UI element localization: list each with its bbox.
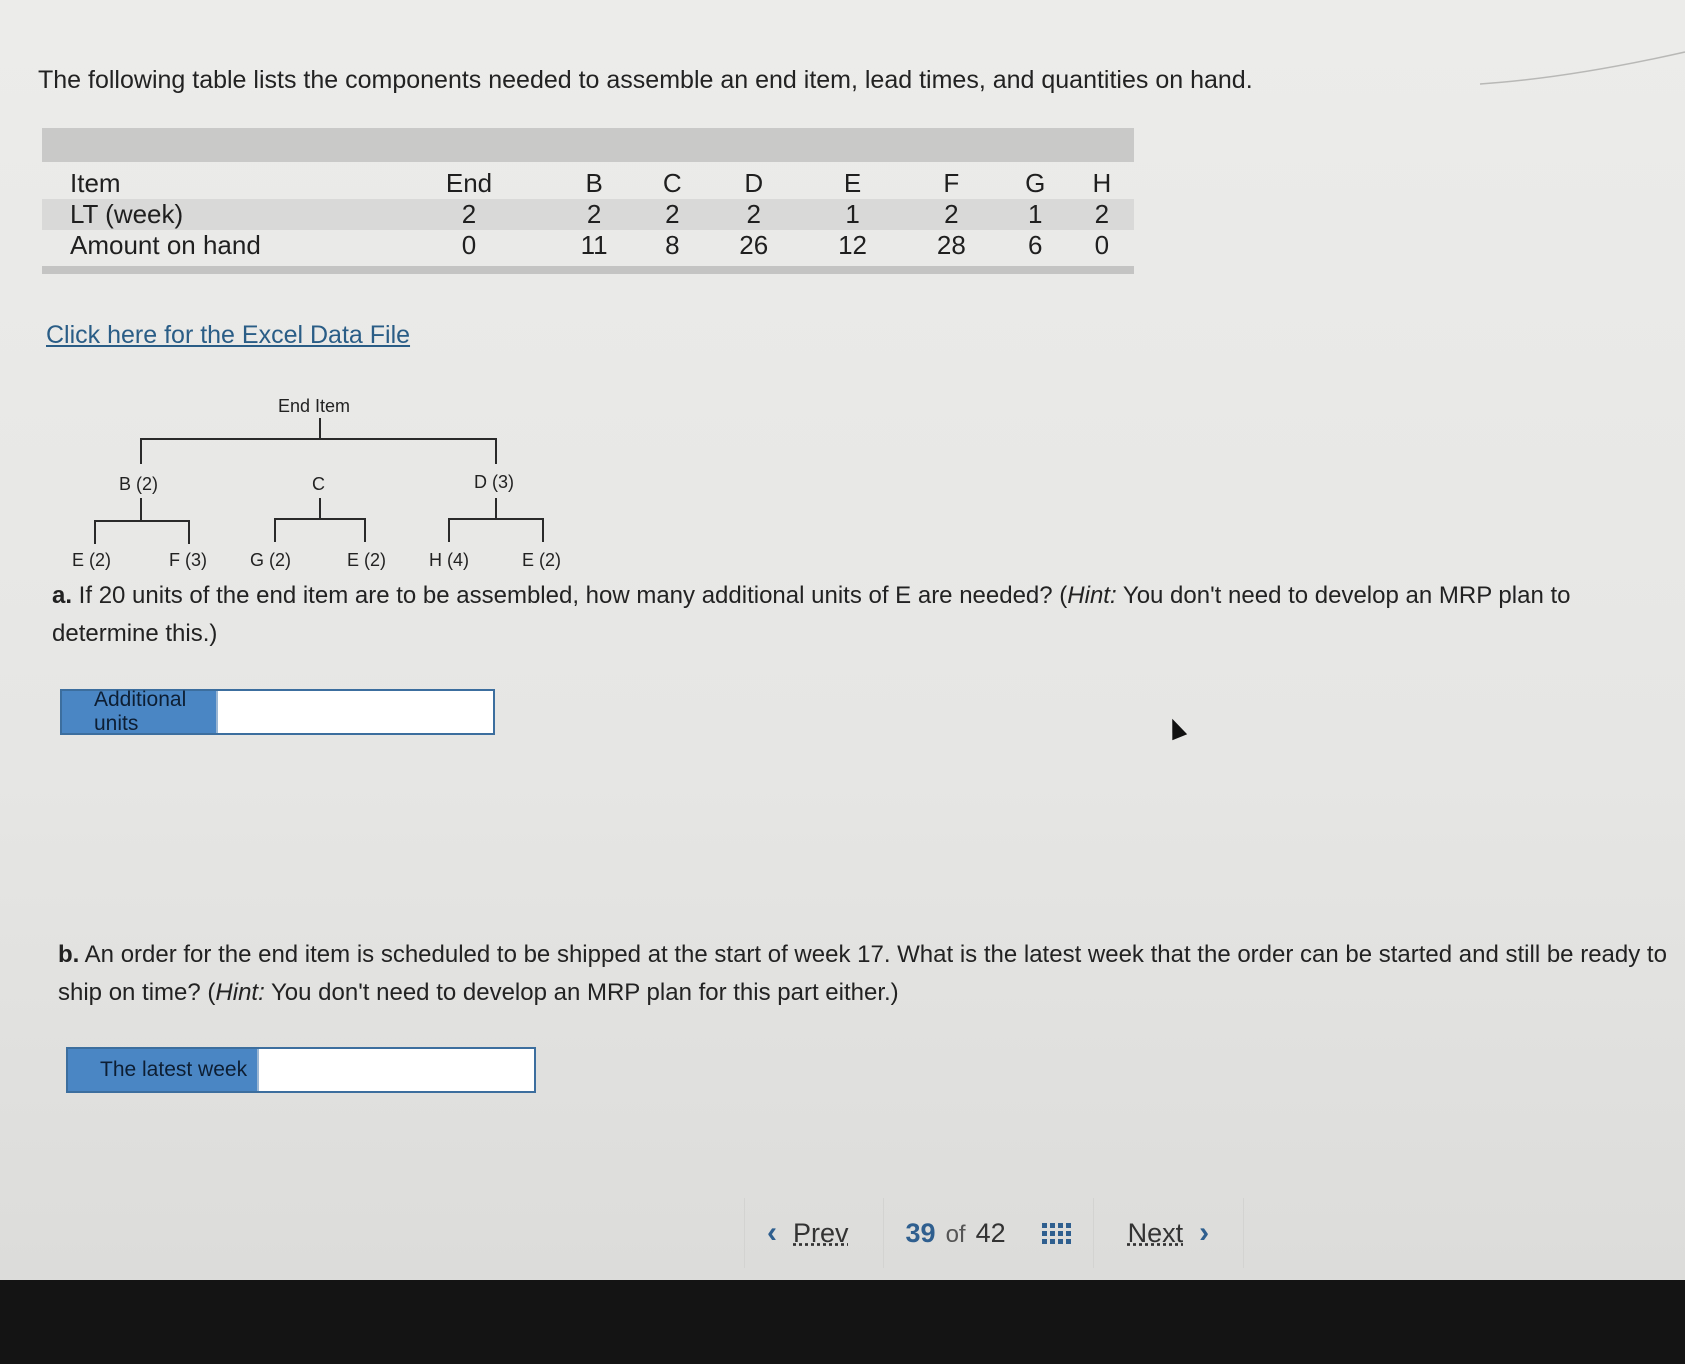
table-cell: 8 bbox=[665, 230, 680, 260]
question-letter: a. bbox=[52, 582, 73, 609]
table-cell: 2 bbox=[548, 199, 640, 230]
question-text: An order for the end item is scheduled to be shipped at the start of week 17. What is the latest week that the order can be started and still be ready to ship on time? ( bbox=[58, 941, 1667, 1006]
table-cell: C bbox=[662, 168, 682, 198]
tree-node-e: E (2) bbox=[347, 550, 387, 570]
table-row-amount-on-hand bbox=[42, 230, 1134, 261]
table-cell: 6 bbox=[1028, 230, 1043, 260]
tree-line bbox=[364, 518, 366, 542]
table-row-item bbox=[42, 168, 1134, 199]
table-cell: 2 bbox=[640, 199, 704, 230]
tree-line bbox=[542, 518, 544, 542]
table-header-bar bbox=[42, 128, 1134, 162]
question-counter bbox=[906, 1218, 1006, 1249]
decorative-curve bbox=[1480, 48, 1685, 108]
tree-node-h: H (4) bbox=[429, 550, 469, 570]
row-label: LT (week) bbox=[42, 199, 390, 230]
current-question: 39 bbox=[905, 1217, 936, 1248]
tree-line bbox=[319, 498, 321, 518]
product-structure-tree bbox=[60, 390, 580, 575]
table-cell: G bbox=[1025, 168, 1046, 198]
tree-line bbox=[274, 518, 276, 542]
mouse-cursor-icon bbox=[1165, 716, 1187, 741]
pager-divider bbox=[1243, 1198, 1244, 1268]
table-cell: D bbox=[744, 168, 764, 198]
table-cell: 2 bbox=[902, 199, 1001, 230]
excel-data-file-link[interactable]: Click here for the Excel Data File bbox=[46, 321, 411, 349]
tree-node-f: F (3) bbox=[169, 550, 207, 570]
next-button[interactable] bbox=[1128, 1216, 1210, 1250]
next-label: Next bbox=[1127, 1217, 1184, 1248]
hint-label: Hint: bbox=[215, 979, 265, 1006]
latest-week-input[interactable] bbox=[257, 1049, 534, 1091]
prev-button[interactable] bbox=[767, 1216, 849, 1250]
answer-row-additional-units bbox=[60, 689, 495, 735]
tree-line bbox=[140, 438, 142, 464]
table-cell: 2 bbox=[1070, 199, 1134, 230]
screen-bezel bbox=[0, 1280, 1685, 1364]
tree-line bbox=[495, 438, 497, 464]
tree-node-d: D (3) bbox=[474, 472, 514, 492]
tree-node-g: G (2) bbox=[250, 550, 292, 570]
data-table bbox=[42, 168, 1134, 261]
table-cell: 12 bbox=[838, 230, 867, 260]
chevron-left-icon: ‹ bbox=[767, 1216, 777, 1249]
table-cell: End bbox=[445, 168, 493, 198]
tree-line bbox=[319, 418, 321, 440]
row-label: Item bbox=[70, 168, 121, 198]
tree-line bbox=[140, 498, 142, 520]
table-cell: E bbox=[843, 168, 862, 198]
pager-divider bbox=[1093, 1198, 1094, 1268]
table-cell: 28 bbox=[936, 230, 966, 260]
table-cell: 26 bbox=[739, 230, 769, 260]
question-text: You don't need to develop an MRP plan for this part either.) bbox=[264, 979, 899, 1006]
table-cell: F bbox=[943, 168, 960, 198]
tree-line bbox=[448, 518, 544, 520]
answer-label: Additional units bbox=[62, 691, 216, 733]
pager-divider bbox=[744, 1198, 745, 1268]
answer-label: The latest week bbox=[68, 1049, 257, 1091]
question-b bbox=[58, 936, 1668, 1012]
table-cell: 11 bbox=[580, 230, 608, 260]
tree-line bbox=[94, 520, 96, 544]
tree-node-root: End Item bbox=[278, 396, 351, 416]
hint-label: Hint: bbox=[1067, 582, 1117, 609]
tree-line bbox=[274, 518, 366, 520]
components-table bbox=[42, 128, 1134, 274]
table-cell: 0 bbox=[461, 230, 477, 260]
table-cell: H bbox=[1092, 168, 1112, 198]
tree-node-c: C bbox=[312, 474, 325, 494]
question-letter: b. bbox=[58, 941, 80, 968]
tree-line bbox=[495, 498, 497, 518]
table-cell: 1 bbox=[803, 199, 902, 230]
tree-line bbox=[448, 518, 450, 542]
tree-line bbox=[140, 438, 497, 440]
pager-divider bbox=[883, 1198, 884, 1268]
table-cell: 1 bbox=[1001, 199, 1070, 230]
tree-node-b: B (2) bbox=[119, 474, 159, 494]
table-bottom-rule bbox=[42, 266, 1134, 274]
table-row-lead-time bbox=[42, 199, 1134, 230]
prev-label: Prev bbox=[793, 1217, 849, 1248]
question-pager bbox=[744, 1190, 1304, 1276]
tree-line bbox=[188, 520, 190, 544]
question-text: If 20 units of the end item are to be assembled, how many additional units of E are needed? ( bbox=[72, 582, 1068, 609]
question-text: You don't need to develop an MRP plan to determine this.) bbox=[52, 582, 1571, 647]
tree-node-e: E (2) bbox=[522, 550, 562, 570]
answer-row-latest-week bbox=[66, 1047, 536, 1093]
tree-node-e: E (2) bbox=[72, 550, 112, 570]
intro-text: The following table lists the components needed to assemble an end item, lead times, and quantities on hand. bbox=[38, 66, 1253, 94]
question-grid-icon[interactable] bbox=[1042, 1223, 1071, 1244]
row-label: Amount on hand bbox=[70, 230, 261, 260]
table-cell: 2 bbox=[390, 199, 548, 230]
of-label: of bbox=[945, 1220, 966, 1248]
table-cell: B bbox=[585, 168, 603, 198]
tree-line bbox=[94, 520, 190, 522]
total-questions: 42 bbox=[975, 1217, 1006, 1248]
table-cell: 2 bbox=[704, 199, 803, 230]
question-a bbox=[52, 577, 1652, 653]
table-cell: 0 bbox=[1094, 230, 1110, 260]
chevron-right-icon: › bbox=[1199, 1216, 1210, 1249]
additional-units-input[interactable] bbox=[216, 691, 493, 733]
